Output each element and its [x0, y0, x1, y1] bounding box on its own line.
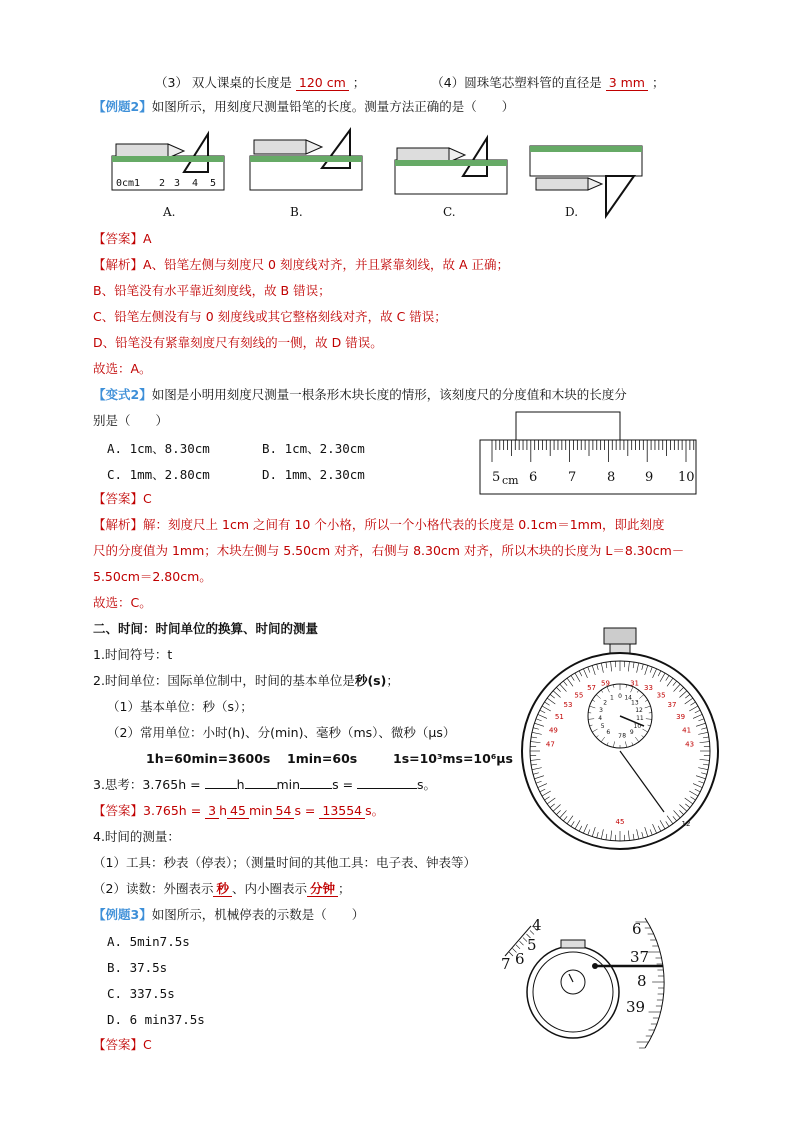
- ruler-a-zero: 0cm1: [116, 178, 141, 189]
- analysis-line-d: D、铅笔没有紧靠刻度尺有刻线的一侧，故 D 错误。: [93, 335, 383, 350]
- ruler-label-6: 6: [529, 470, 538, 485]
- zoom-label-6b: 6: [632, 920, 642, 938]
- example3-option-d: D. 6 min37.5s: [107, 1012, 205, 1027]
- stopwatch-outer-label: 55: [574, 691, 584, 700]
- zoom-label-5: 5: [527, 936, 537, 954]
- answer-variant2: 【答案】C: [93, 491, 152, 506]
- ruler-a-5: 5: [210, 178, 217, 189]
- stopwatch-inner-label: 3: [599, 706, 603, 714]
- stopwatch-outer-label: 59: [600, 679, 610, 688]
- line-item-3-4: （3） 双人课桌的长度是 120 cm ； （4）圆珠笔芯塑料管的直径是 3 mm ；: [155, 75, 665, 90]
- ruler-label-9: 9: [645, 470, 654, 485]
- time-unit: 2.时间单位：国际单位制中，时间的基本单位是秒(s)；: [93, 673, 399, 688]
- example3-option-b: B. 37.5s: [107, 960, 168, 975]
- analysis-line-c: C、铅笔左侧没有与 0 刻度线或其它整格刻线对齐，故 C 错误；: [93, 309, 447, 324]
- example3-option-c: C. 337.5s: [107, 986, 175, 1001]
- stopwatch-inner-label: 9: [629, 729, 634, 737]
- stopwatch-outer-label: 31: [630, 679, 640, 688]
- stopwatch-zoom-figure: [495, 916, 695, 1056]
- analysis-variant2-l2: 尺的分度值为 1mm；木块左侧与 5.50cm 对齐，右侧与 8.30cm 对齐，所以木块的长度为 L＝8.30cm－: [93, 543, 685, 558]
- variant2-option-d: D. 1mm、2.30cm: [262, 467, 365, 482]
- caption-c: C.: [443, 205, 456, 219]
- variant2-question-cont: 别是（ ）: [93, 413, 169, 428]
- stopwatch-inner-label: 1: [609, 694, 614, 702]
- stopwatch-inner-label: 7: [618, 733, 622, 740]
- zoom-label-37: 37: [630, 948, 650, 966]
- stopwatch-outer-label: 49: [548, 726, 558, 735]
- answer-think: 【答案】3.765h = 3 h 45 min 54 s = 13554 s。: [93, 803, 385, 818]
- zoom-label-39: 39: [626, 998, 646, 1016]
- stopwatch-inner-label: 10: [633, 723, 642, 730]
- caption-a: A.: [163, 205, 176, 219]
- stopwatch-inner-label: 4: [598, 715, 603, 723]
- stopwatch-inner-label: 5: [600, 723, 605, 730]
- ruler-label-cm: cm: [502, 474, 519, 487]
- figure-c: [395, 138, 507, 194]
- stopwatch-outer-label: 33: [644, 684, 653, 693]
- zoom-left-tick: [520, 941, 524, 945]
- time-common-units: （2）常用单位：小时(h)、分(min)、毫秒（ms）、微秒（μs）: [107, 725, 456, 740]
- stopwatch-inner-label: 6: [606, 729, 611, 737]
- stopwatch-inner-label: 12: [635, 706, 643, 714]
- stopwatch-outer-label: 41: [682, 726, 692, 735]
- time-think: 3.思考：3.765h = h min s = s。: [93, 777, 437, 792]
- stopwatch-inner-label: 0: [618, 693, 622, 700]
- time-reading: （2）读数：外圈表示 秒 、内小圈表示 分钟 ；: [93, 881, 351, 896]
- answer-example2: 【答案】A: [93, 231, 152, 246]
- analysis-select: 故选：A。: [93, 361, 152, 376]
- caption-d: D.: [565, 205, 579, 219]
- stopwatch-outer-label: 47: [545, 740, 555, 749]
- stopwatch-outer-label: 37: [667, 701, 677, 710]
- ruler-a-2: 2: [159, 178, 166, 189]
- stopwatch-side-label: 12: [681, 820, 691, 828]
- analysis-variant2: 【解析】解：刻度尺上 1cm 之间有 10 个小格，所以一个小格代表的长度是 0.1cm＝1mm，即此刻度: [93, 517, 665, 532]
- stopwatch-inner-label: 14: [624, 694, 632, 702]
- caption-b: B.: [290, 205, 303, 219]
- zoom-label-6a: 6: [515, 950, 525, 968]
- figure-d: [530, 146, 642, 216]
- stopwatch-figure: [520, 626, 720, 852]
- analysis-variant2-select: 故选：C。: [93, 595, 152, 610]
- analysis-line-b: B、铅笔没有水平靠近刻度线，故 B 错误；: [93, 283, 331, 298]
- stopwatch-inner-label: 11: [636, 715, 644, 723]
- example3-question: 【例题3】如图所示，机械停表的示数是（ ）: [93, 907, 365, 922]
- stopwatch-inner-label: 2: [603, 699, 608, 707]
- figure-b: [250, 130, 362, 190]
- eq-1: 1h=60min=3600s: [146, 751, 271, 766]
- example3-option-a: A. 5min7.5s: [107, 934, 190, 949]
- stopwatch-outer-label: 51: [554, 713, 564, 721]
- eq-2: 1min=60s: [287, 751, 358, 766]
- time-measure: 4.时间的测量：: [93, 829, 180, 844]
- variant2-option-c: C. 1mm、2.80cm: [107, 467, 210, 482]
- stopwatch-outer-label: 57: [587, 684, 596, 693]
- ruler-label-8: 8: [607, 470, 616, 485]
- stopwatch-outer-label: 45: [615, 818, 625, 826]
- zoom-label-7: 7: [501, 955, 511, 973]
- ruler-label-10: 10: [678, 470, 695, 485]
- stopwatch-inner-label: 13: [631, 699, 639, 707]
- answer-example3: 【答案】C: [93, 1037, 152, 1052]
- stopwatch-outer-label: 35: [656, 691, 666, 700]
- analysis-variant2-l3: 5.50cm＝2.80cm。: [93, 569, 212, 584]
- time-base-unit: （1）基本单位：秒（s）；: [107, 699, 253, 714]
- zoom-label-4: 4: [532, 916, 542, 934]
- example2-question: 【例题2】如图所示，用刻度尺测量铅笔的长度。测量方法正确的是（ ）: [93, 99, 515, 114]
- zoom-left-tick: [516, 945, 520, 949]
- section-time-title: 二、时间：时间单位的换算、时间的测量: [93, 621, 319, 636]
- ruler-a-3: 3: [174, 178, 181, 189]
- stopwatch-outer-label: 39: [676, 713, 686, 721]
- ruler-label-7: 7: [568, 470, 577, 485]
- zoom-label-8: 8: [637, 972, 647, 990]
- ruler-a-4: 4: [192, 178, 199, 189]
- eq-3: 1s=10³ms=10⁶μs: [393, 751, 513, 766]
- time-tools: （1）工具：秒表（停表）；（测量时间的其他工具：电子表、钟表等）: [93, 855, 476, 870]
- stopwatch-outer-label: 43: [685, 740, 695, 749]
- variant2-question: 【变式2】如图是小明用刻度尺测量一根条形木块长度的情形，该刻度尺的分度值和木块的长度分: [93, 387, 627, 402]
- analysis-example2: 【解析】A、铅笔左侧与刻度尺 0 刻度线对齐，并且紧靠刻线，故 A 正确；: [93, 257, 509, 272]
- time-symbol: 1.时间符号：t: [93, 647, 173, 662]
- stopwatch-outer-label: 53: [563, 701, 573, 710]
- stopwatch-inner-label: 8: [622, 732, 627, 740]
- ruler-label-5: 5: [492, 470, 501, 485]
- variant2-option-b: B. 1cm、2.30cm: [262, 441, 365, 456]
- variant2-option-a: A. 1cm、8.30cm: [107, 441, 210, 456]
